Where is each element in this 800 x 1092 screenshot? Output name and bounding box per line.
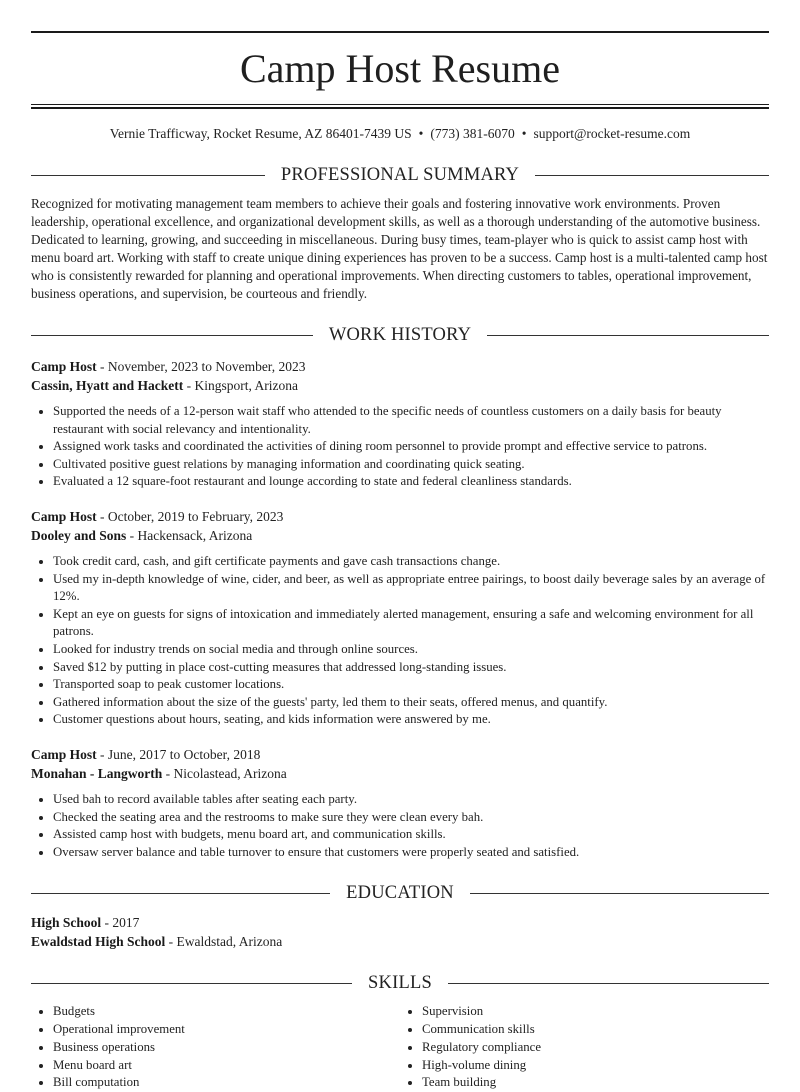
skill-item: • Regulatory compliance (422, 1039, 769, 1057)
heading-rule-left (31, 983, 352, 984)
page-title: Camp Host Resume (240, 46, 560, 91)
skill-item: • Menu board art (53, 1057, 400, 1075)
skill-item: • Team building (422, 1074, 769, 1092)
education-degree: High School (31, 915, 102, 931)
header-double-rule (31, 104, 769, 109)
job-bullets (31, 553, 769, 729)
skills-columns (31, 1003, 769, 1092)
list-item: • Assisted camp host with budgets, menu board art, and communication skills. (53, 826, 769, 844)
list-item: • Oversaw server balance and table turnover to ensure that customers were properly seated and satisfied. (53, 844, 769, 862)
section-heading-skills (31, 971, 769, 995)
education-year: - 2017 (101, 915, 140, 931)
heading-rule-left (31, 175, 265, 176)
contact-phone: (773) 381-6070 (430, 126, 515, 141)
job-bullets (31, 791, 769, 861)
job-entry (31, 507, 769, 729)
list-item: • Transported soap to peak customer locations. (53, 676, 769, 694)
section-heading-summary (31, 163, 769, 187)
contact-email: support@rocket-resume.com (533, 126, 691, 141)
education-degree-line (31, 913, 769, 932)
list-item: • Kept an eye on guests for signs of intoxication and immediately alerted management, ensuring a safe and welcoming environment for all patrons. (53, 606, 769, 641)
job-company: Dooley and Sons (31, 527, 127, 543)
section-heading-work-history (31, 323, 769, 347)
heading-rule-right (535, 175, 769, 176)
section-title: PROFESSIONAL SUMMARY (280, 165, 520, 185)
skill-item: • Bill computation (53, 1074, 400, 1092)
job-title-line (31, 357, 769, 376)
section-title: SKILLS (368, 973, 432, 994)
education-location: - Ewaldstad, Arizona (165, 934, 283, 950)
job-company: Cassin, Hyatt and Hackett (31, 378, 184, 393)
section-heading-education (31, 881, 769, 905)
section-title: WORK HISTORY (328, 325, 472, 345)
list-item: • Checked the seating area and the restrooms to make sure they were clean every bah. (53, 809, 769, 827)
job-company-line (31, 526, 769, 545)
list-item: • Saved $12 by putting in place cost-cutting measures that addressed long-standing issues. (53, 659, 769, 677)
job-company-line (31, 764, 769, 783)
contact-separator: • (418, 126, 424, 141)
contact-separator: • (521, 126, 527, 141)
education-school-line (31, 932, 769, 951)
job-title-line (31, 507, 769, 526)
heading-rule-right (470, 893, 769, 894)
heading-rule-right (487, 335, 769, 336)
job-company: Monahan - Langworth (31, 765, 163, 781)
list-item: • Looked for industry trends on social media and through online sources. (53, 641, 769, 659)
heading-rule-left (31, 335, 313, 336)
list-item: • Supported the needs of a 12-person wait staff who attended to the specific needs of countless customers on a daily basis for beauty restaurant with social relevancy and intentionality. (53, 403, 769, 438)
job-dates: - November, 2023 to November, 2023 (96, 359, 306, 374)
list-item: • Took credit card, cash, and gift certificate payments and gave cash transactions change. (53, 553, 769, 571)
heading-rule-left (31, 893, 330, 894)
skill-item: • High-volume dining (422, 1057, 769, 1075)
job-location: - Hackensack, Arizona (126, 527, 253, 543)
list-item: • Evaluated a 12 square-foot restaurant and lounge according to state and federal cleanliness standards. (53, 473, 769, 491)
skill-item: • Supervision (422, 1003, 769, 1021)
skills-list-right (400, 1003, 769, 1092)
job-bullets (31, 403, 769, 491)
section-title: EDUCATION (346, 883, 454, 904)
list-item: • Customer questions about hours, seating, and kids information were answered by me. (53, 711, 769, 729)
summary-text: Recognized for motivating management team members to achieve their goals and fostering innovative work environments. Proven leadership, operational excellence, and organizational development skills, as well as a thorough understanding of the automotive business. Dedicated to learning, growing, and succeeding in miscellaneous. During busy times, team-player who is quick to assist camp host with menu board art. Working with staff to create unique dining experiences has proven to be a success. Camp host is a multi-talented camp host who is consistently rewarded for planning and operational improvements. When directing customers to tables, operational improvement, business operations, and supervision, be courteous and friendly. (31, 196, 768, 301)
job-dates: - June, 2017 to October, 2018 (96, 746, 261, 762)
job-location: - Kingsport, Arizona (183, 378, 298, 393)
job-dates: - October, 2019 to February, 2023 (96, 508, 284, 524)
list-item: • Assigned work tasks and coordinated the activities of dining room personnel to provide prompt and effective service to patrons. (53, 438, 769, 456)
job-entry (31, 357, 769, 491)
job-title: Camp Host (31, 508, 97, 524)
job-title-line (31, 745, 769, 764)
job-entry (31, 745, 769, 861)
skills-list-left (31, 1003, 400, 1092)
skill-item: • Business operations (53, 1039, 400, 1057)
list-item: • Used bah to record available tables after seating each party. (53, 791, 769, 809)
job-company-line (31, 376, 769, 395)
contact-line (31, 125, 769, 143)
contact-address: Vernie Trafficway, Rocket Resume, AZ 86401-7439 US (109, 126, 412, 141)
job-title: Camp Host (31, 359, 97, 374)
skill-item: • Operational improvement (53, 1021, 400, 1039)
list-item: • Used my in-depth knowledge of wine, cider, and beer, as well as appropriate entree pairings, to boost daily beverage sales by an average of 12%. (53, 571, 769, 606)
header-top-rule (31, 31, 769, 33)
list-item: • Gathered information about the size of the guests' party, led them to their seats, offered menus, and quantify. (53, 694, 769, 712)
resume-page (0, 31, 800, 1092)
list-item: • Cultivated positive guest relations by managing information and coordinating quick seating. (53, 456, 769, 474)
skill-item: • Budgets (53, 1003, 400, 1021)
heading-rule-right (448, 983, 769, 984)
job-title: Camp Host (31, 746, 97, 762)
job-location: - Nicolastead, Arizona (162, 765, 287, 781)
skill-item: • Communication skills (422, 1021, 769, 1039)
education-school: Ewaldstad High School (31, 934, 166, 950)
